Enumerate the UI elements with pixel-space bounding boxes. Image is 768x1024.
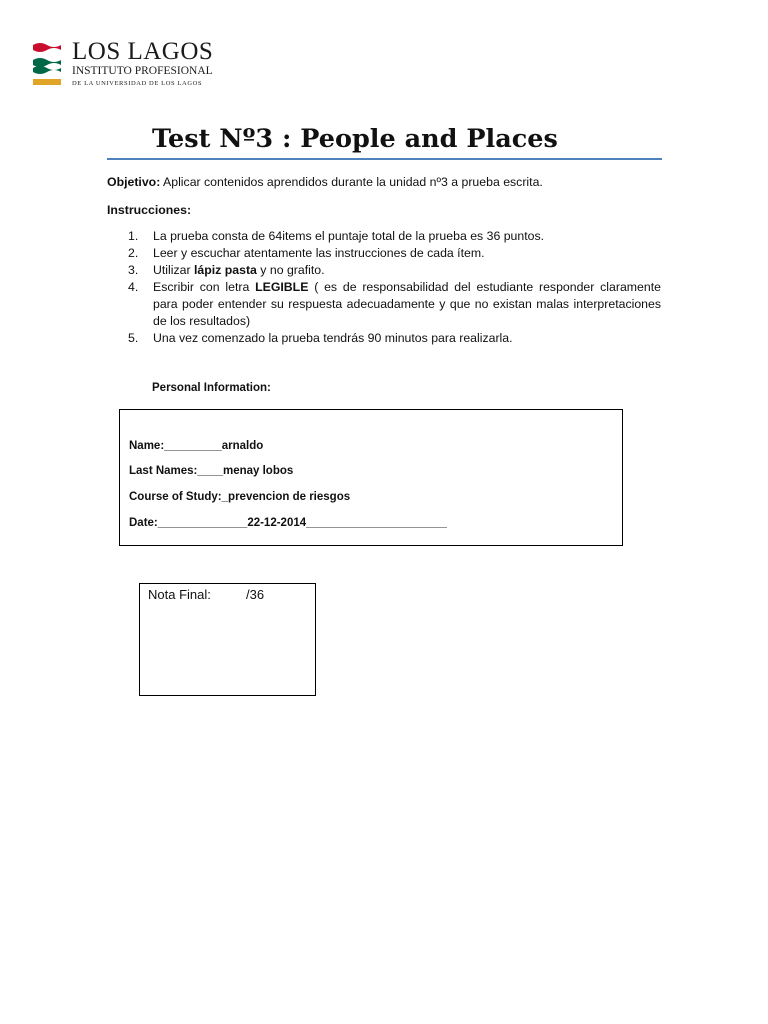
- instructions-list: [107, 228, 661, 347]
- logo-title: LOS LAGOS: [72, 38, 214, 65]
- objective-line: [107, 174, 543, 191]
- list-number: 2.: [128, 246, 139, 260]
- list-item: [107, 262, 661, 279]
- list-item-text-post: y no grafito.: [256, 263, 325, 277]
- last-names-field[interactable]: [129, 464, 293, 479]
- list-item-text-post: ( es de responsabilidad del estudiante responder claramente para poder entender su respuesta adecuadamente y que no existan malas interpretaciones de los resultados): [153, 280, 661, 328]
- final-grade-box: [139, 583, 316, 696]
- last-names-blank: ____: [197, 465, 223, 477]
- objective-label: Objetivo:: [107, 175, 161, 189]
- list-item: [107, 245, 661, 262]
- personal-info-box: [119, 409, 623, 546]
- name-label: Name:: [129, 440, 165, 452]
- last-names-label: Last Names:: [129, 465, 198, 477]
- institution-logo: [32, 38, 214, 90]
- name-value: arnaldo: [221, 440, 264, 452]
- course-label: Course of Study:: [129, 491, 222, 503]
- final-grade-value: /36: [246, 587, 265, 602]
- name-blank: _________: [164, 440, 222, 452]
- waves-logo-icon: [32, 40, 62, 86]
- list-number: 4.: [128, 280, 139, 294]
- personal-info-heading: Personal Information:: [152, 382, 271, 394]
- instructions-heading: Instrucciones:: [107, 203, 192, 217]
- list-item-text-pre: Escribir con letra: [153, 280, 256, 294]
- name-field[interactable]: [129, 439, 263, 454]
- list-item: [107, 228, 661, 245]
- list-item-paragraph: [153, 279, 661, 330]
- list-number: 3.: [128, 263, 139, 277]
- course-value: prevencion de riesgos: [228, 491, 351, 503]
- date-field[interactable]: [129, 516, 447, 531]
- list-item: [107, 279, 661, 330]
- date-label: Date:: [129, 517, 158, 529]
- list-item: [107, 330, 661, 347]
- list-number: 1.: [128, 229, 139, 243]
- last-names-value: menay lobos: [222, 465, 294, 477]
- list-item-text-bold: lápiz pasta: [194, 263, 257, 277]
- course-blank: _: [221, 491, 229, 503]
- date-blank-after: ______________________: [306, 517, 447, 529]
- list-item-text: La prueba consta de 64items el puntaje total de la prueba es 36 puntos.: [153, 229, 545, 243]
- list-item-text: Leer y escuchar atentamente las instrucciones de cada ítem.: [153, 246, 485, 260]
- final-grade-label: Nota Final:: [148, 587, 211, 602]
- title-divider: [107, 158, 662, 160]
- list-item-text-pre: Utilizar: [153, 263, 194, 277]
- logo-subtitle: INSTITUTO PROFESIONAL: [72, 65, 213, 77]
- list-item-text-bold: LEGIBLE: [255, 280, 309, 294]
- course-field[interactable]: [129, 490, 350, 505]
- logo-tagline: DE LA UNIVERSIDAD DE LOS LAGOS: [72, 80, 203, 87]
- objective-text: Aplicar contenidos aprendidos durante la unidad nº3 a prueba escrita.: [160, 175, 543, 189]
- list-number: 5.: [128, 331, 139, 345]
- date-value: 22-12-2014: [247, 517, 307, 529]
- page-title: Test Nº3 : People and Places: [152, 124, 558, 154]
- date-blank-before: ______________: [157, 517, 248, 529]
- list-item-text: Una vez comenzado la prueba tendrás 90 minutos para realizarla.: [153, 331, 513, 345]
